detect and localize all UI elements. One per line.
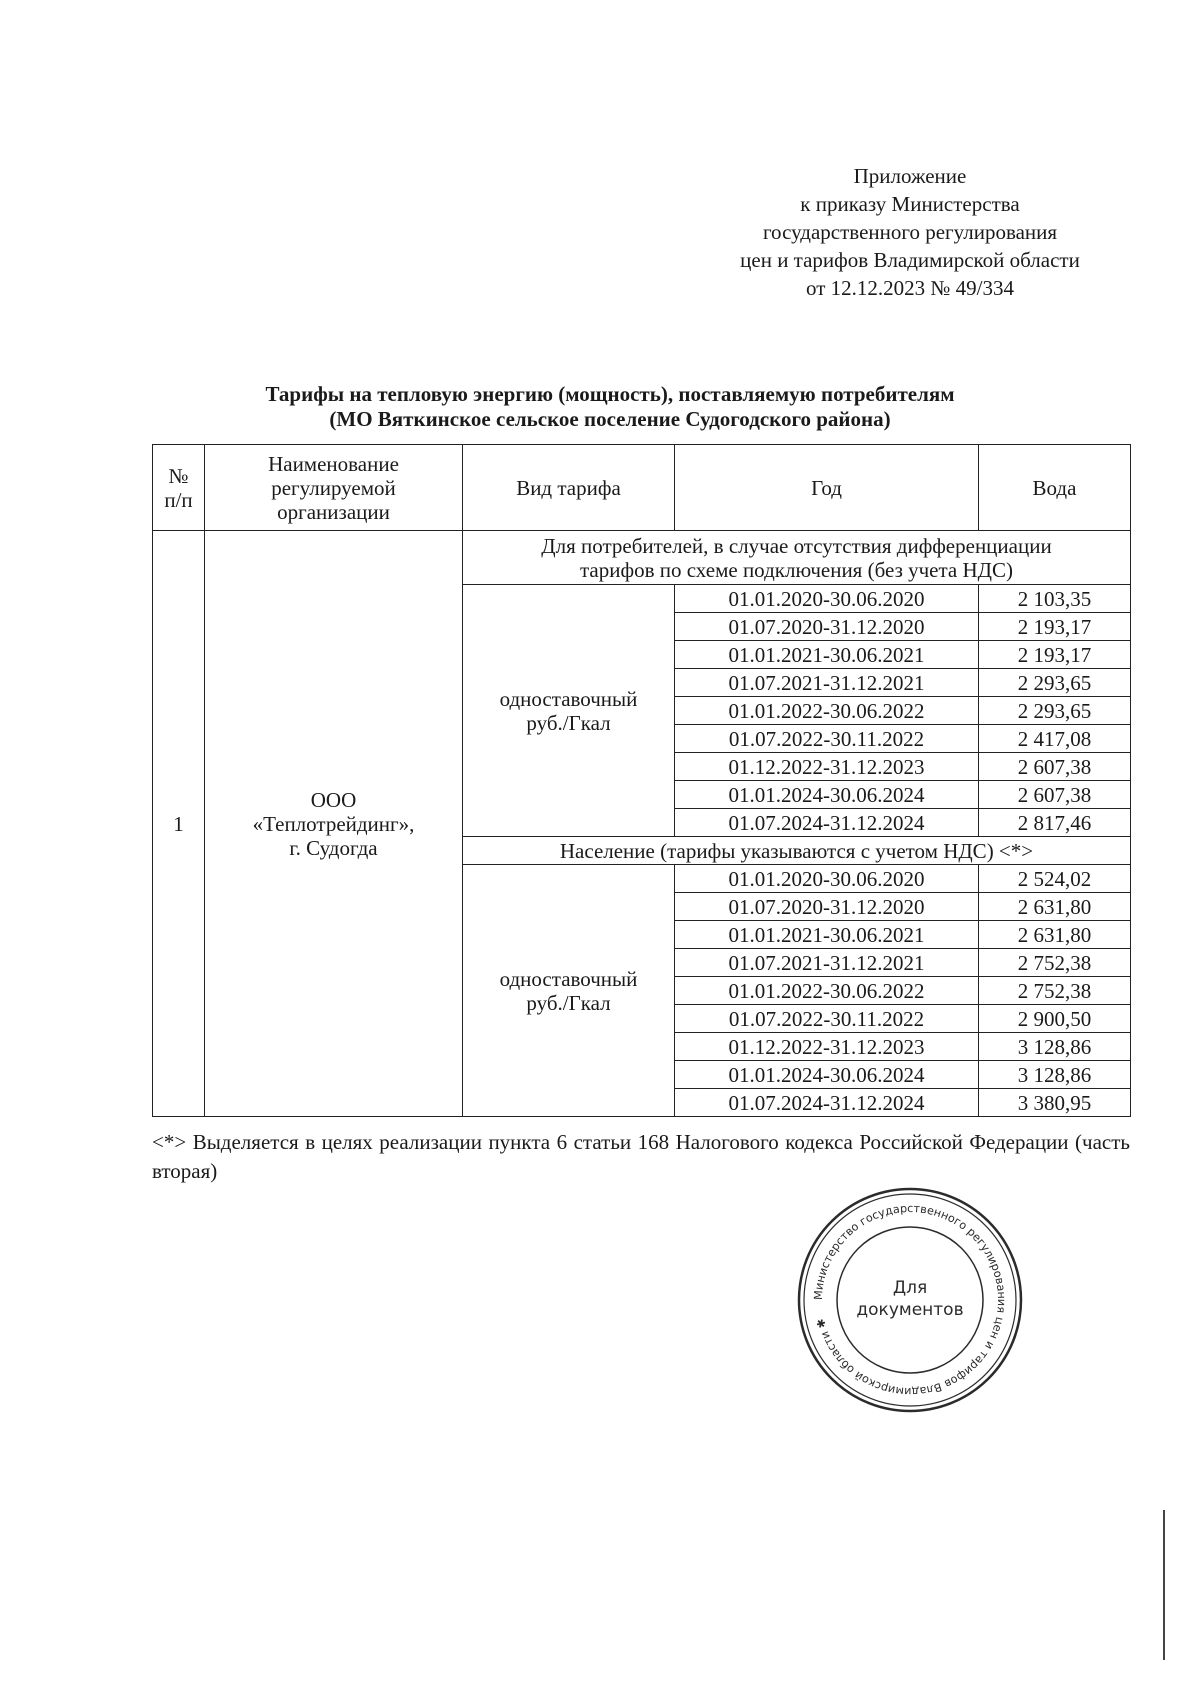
value-cell: 2 193,17: [979, 641, 1131, 669]
scan-edge-mark: [1163, 1510, 1165, 1660]
header-tariff-type: Вид тарифа: [463, 445, 675, 531]
value-cell: 2 817,46: [979, 809, 1131, 837]
organization-name: ООО «Теплотрейдинг», г. Судогда: [205, 531, 463, 1117]
appendix-line: Приложение: [853, 164, 967, 188]
value-cell: 2 900,50: [979, 1005, 1131, 1033]
period-cell: 01.07.2021-31.12.2021: [675, 669, 979, 697]
value-cell: 2 193,17: [979, 613, 1131, 641]
appendix-line: государственного регулирования: [762, 220, 1058, 244]
title-line: Тарифы на тепловую энергию (мощность), поставляемую потребителям: [265, 382, 955, 406]
section-heading-row: [153, 531, 1131, 585]
footnote: <*> Выделяется в целях реализации пункта 6 статьи 168 Налогового кодекса Российской Федерации (часть вторая): [152, 1130, 1130, 1183]
section2-tariff-type: одноставочный руб./Гкал: [463, 865, 675, 1117]
value-cell: 2 293,65: [979, 669, 1131, 697]
stamp-center-line: Для: [892, 1278, 928, 1298]
tariffs-table: [152, 444, 1131, 1117]
row-number: 1: [153, 531, 205, 1117]
period-cell: 01.01.2020-30.06.2020: [675, 865, 979, 893]
period-cell: 01.01.2024-30.06.2024: [675, 781, 979, 809]
value-cell: 2 752,38: [979, 949, 1131, 977]
period-cell: 01.07.2022-30.11.2022: [675, 1005, 979, 1033]
stamp-center-line: документов: [856, 1300, 964, 1320]
header-year: Год: [675, 445, 979, 531]
period-cell: 01.07.2021-31.12.2021: [675, 949, 979, 977]
period-cell: 01.01.2020-30.06.2020: [675, 585, 979, 613]
period-cell: 01.12.2022-31.12.2023: [675, 753, 979, 781]
official-stamp: [795, 1185, 1025, 1415]
value-cell: 2 607,38: [979, 753, 1131, 781]
stamp-ring-text: Министерство государственного регулирования цен и тарифов Владимирской области ✱: [811, 1201, 1009, 1399]
value-cell: 2 752,38: [979, 977, 1131, 1005]
table-header-row: [153, 445, 1131, 531]
appendix-line: цен и тарифов Владимирской области: [740, 248, 1080, 272]
section2-heading: Население (тарифы указываются с учетом НДС) <*>: [463, 837, 1131, 865]
value-cell: 3 128,86: [979, 1033, 1131, 1061]
value-cell: 2 607,38: [979, 781, 1131, 809]
period-cell: 01.07.2020-31.12.2020: [675, 613, 979, 641]
appendix-header: [690, 162, 1130, 302]
appendix-order-date: от 12.12.2023 № 49/334: [805, 276, 1015, 300]
value-cell: 2 631,80: [979, 921, 1131, 949]
value-cell: 2 103,35: [979, 585, 1131, 613]
value-cell: 2 631,80: [979, 893, 1131, 921]
period-cell: 01.07.2024-31.12.2024: [675, 1089, 979, 1117]
header-water: Вода: [979, 445, 1131, 531]
period-cell: 01.01.2022-30.06.2022: [675, 977, 979, 1005]
value-cell: 2 293,65: [979, 697, 1131, 725]
document-title: [160, 382, 1060, 432]
period-cell: 01.01.2024-30.06.2024: [675, 1061, 979, 1089]
period-cell: 01.01.2022-30.06.2022: [675, 697, 979, 725]
period-cell: 01.07.2024-31.12.2024: [675, 809, 979, 837]
value-cell: 3 380,95: [979, 1089, 1131, 1117]
period-cell: 01.07.2020-31.12.2020: [675, 893, 979, 921]
period-cell: 01.07.2022-30.11.2022: [675, 725, 979, 753]
period-cell: 01.12.2022-31.12.2023: [675, 1033, 979, 1061]
period-cell: 01.01.2021-30.06.2021: [675, 921, 979, 949]
value-cell: 3 128,86: [979, 1061, 1131, 1089]
header-number: № п/п: [153, 445, 205, 531]
value-cell: 2 417,08: [979, 725, 1131, 753]
header-organization: Наименование регулируемой организации: [205, 445, 463, 531]
value-cell: 2 524,02: [979, 865, 1131, 893]
appendix-line: к приказу Министерства: [800, 192, 1020, 216]
section1-heading: Для потребителей, в случае отсутствия дифференциации тарифов по схеме подключения (без учета НДС): [463, 531, 1131, 585]
title-line: (МО Вяткинское сельское поселение Судогодского района): [329, 407, 891, 431]
period-cell: 01.01.2021-30.06.2021: [675, 641, 979, 669]
section1-tariff-type: одноставочный руб./Гкал: [463, 585, 675, 837]
